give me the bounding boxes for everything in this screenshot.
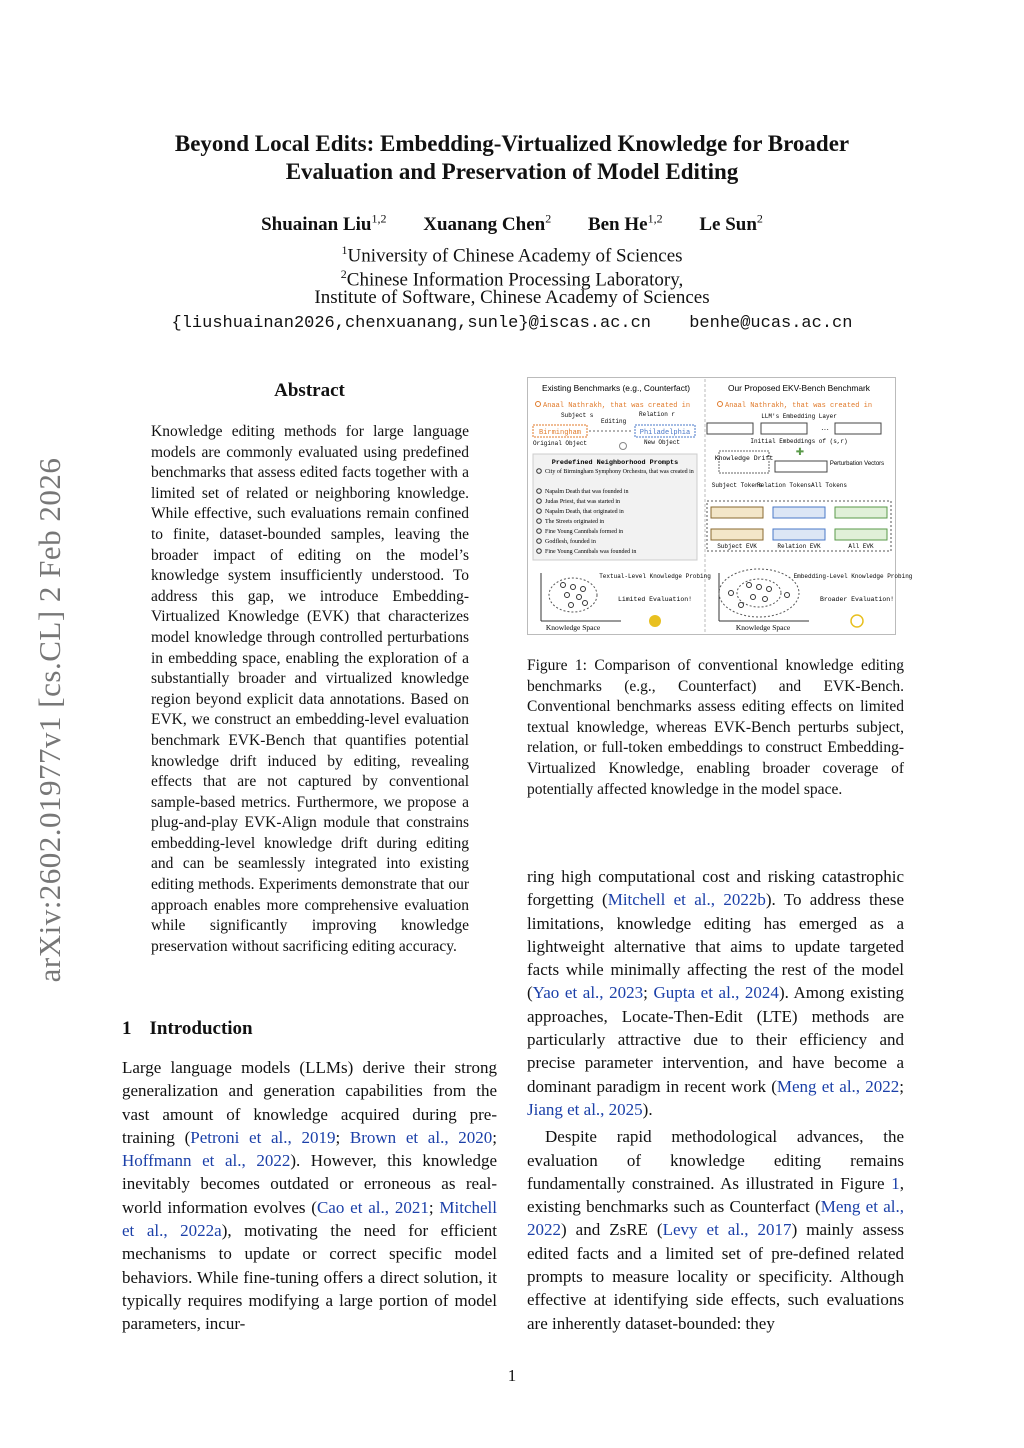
affiliation-2b: Institute of Software, Chinese Academy of Sciences	[314, 287, 710, 308]
figure-1-caption: Figure 1: Comparison of conventional knowledge editing benchmarks (e.g., Counterfact) and EVK-Bench. Conventional benchmarks assess editing effects on limited textual knowledge, whereas EVK-Bench perturbs subject, relation, or full-token embeddings to construct Embedding-Virtualized Knowledge, enabling broader coverage of potentially affected knowledge in the model space.	[527, 657, 904, 798]
neighborhood-prompt: The Streets originated in	[545, 519, 605, 525]
arxiv-identifier[interactable]: arXiv:2602.01977v1 [cs.CL] 2 Feb 2026	[32, 457, 67, 983]
relation-evk-label: Relation EVK	[777, 543, 821, 550]
right-panel-title: Our Proposed EKV-Bench Benchmark	[728, 383, 870, 393]
initial-embeddings-label: Initial Embeddings of (s,r)	[750, 438, 848, 445]
neighborhood-prompt: Godflesh, founded in	[545, 539, 596, 545]
author-2: Xuanang Chen$^2$	[423, 212, 552, 236]
citation-cao[interactable]: Cao et al., 2021	[316, 1197, 429, 1217]
email-iscas[interactable]: {liushuainan2026,chenxuanang,sunle}@iscas.ac.cn	[171, 314, 652, 333]
perturbation-label: Perturbation Vectors	[829, 461, 885, 467]
birmingham-label: Birmingham	[538, 429, 582, 437]
citation-mitchell-b[interactable]: Mitchell et al., 2022b	[607, 890, 766, 910]
philadelphia-label: Philadelphia	[639, 429, 691, 437]
citation-hoffmann[interactable]: Hoffmann et al., 2022	[122, 1151, 291, 1171]
knowledge-drift-label: Knowledge Drift	[714, 455, 774, 462]
citation-brown[interactable]: Brown et al., 2020	[349, 1127, 493, 1147]
author-4: Le Sun$^2$	[699, 212, 763, 236]
neighborhood-prompt: Fine Young Cannibals formed in	[545, 529, 624, 535]
affiliation-1: $^1$University of Chinese Academy of Sciences	[341, 243, 683, 267]
figure-reference[interactable]: 1	[891, 1173, 900, 1193]
left-prompt: Anaal Nathrakh, that was created in	[543, 402, 691, 410]
broader-eval-label: Broader Evaluation!	[819, 596, 895, 603]
neighborhood-prompt: Judas Priest, that was started in	[545, 499, 620, 505]
affiliation-2: $^2$Chinese Information Processing Laboratory,	[340, 267, 684, 291]
intro-paragraph-1-cont: ring high computational cost and risking catastrophic forgetting (Mitchell et al., 2022b). To address these limitations, knowledge editing has emerged as a lightweight alternative that aims to update targeted facts while minimally affecting the rest of the model (Yao et al., 2023; Gupta et al., 2024). Among existing approaches, Locate-Then-Edit (LTE) methods are particularly attractive due to their efficiency and precise parameter intervention, and have become a dominant paradigm in recent work (Meng et al., 2022; Jiang et al., 2025).	[527, 867, 905, 1119]
author-list	[80, 212, 944, 236]
subject-tokens-label: Subject Tokens	[711, 482, 763, 489]
all-tokens-label: All Tokens	[810, 482, 848, 489]
editing-label: Editing	[601, 418, 627, 425]
ellipsis-text: ···	[821, 425, 829, 434]
neighborhood-prompt: Napalm Death, that originated in	[545, 509, 624, 515]
abstract-text: Knowledge editing methods for large language models are commonly evaluated using predefined benchmarks that assess edited facts together with a limited set of related or neighboring knowledge. While effective, such evaluations remain confined to finite, dataset-bounded samples, leaving the broader impact of editing on the model’s knowledge system insufficiently understood. To address this gap, we introduce Embedding-Virtualized Knowledge (EVK) that characterizes model knowledge through controlled perturbations in embedding space, enabling the exploration of a substantially broader and virtualized knowledge region beyond explicit data annotations. Based on EVK, we construct an embedding-level evaluation benchmark EVK-Bench that quantifies potential knowledge drift induced by editing, revealing effects that are not captured by conventional sample-based metrics. Furthermore, we propose a plug-and-play EVK-Align module that constrains embedding-level knowledge drift during editing and can be seamlessly integrated into existing editing methods. Experiments demonstrate that our approach enables more comprehensive evaluation while significantly improving knowledge preservation without sacrificing editing accuracy.	[151, 423, 469, 955]
intro-paragraph-1: Large language models (LLMs) derive their strong generalization and generation capabilities from the vast amount of knowledge acquired during pre-training (Petroni et al., 2019; Brown et al., 2020; Hoffmann et al., 2022). However, this knowledge inevitably becomes outdated or erroneous as real-world information evolves (Cao et al., 2021; Mitchell et al., 2022a), motivating the need for efficient mechanisms to update or correct specific model behaviors. While fine-tuning offers a direct solution, it typically requires modifying a large portion of model parameters, incur-	[122, 1058, 497, 1334]
left-relation-label: Relation r	[639, 411, 676, 418]
original-object-label: Original Object	[533, 440, 588, 447]
citation-mitchell-a[interactable]: Mitchell et al., 2022a	[122, 1197, 497, 1241]
right-prompt: Anaal Nathrakh, that was created in	[725, 402, 873, 410]
relation-tokens-label: Relation Tokens	[756, 482, 812, 489]
left-panel-title: Existing Benchmarks (e.g., Counterfact)	[541, 383, 691, 393]
author-1: Shuainan Liu$^{1,2}$	[261, 212, 387, 236]
section-heading-introduction: 1 Introduction	[122, 1018, 253, 1039]
page-number: 1	[507, 1366, 517, 1385]
citation-meng[interactable]: Meng et al., 2022	[776, 1076, 900, 1096]
author-emails	[80, 312, 944, 336]
email-ucas[interactable]: benhe@ucas.ac.cn	[689, 314, 853, 333]
title-line-2: Evaluation and Preservation of Model Editing	[285, 159, 739, 184]
right-knowledge-space-label: Knowledge Space	[735, 623, 791, 632]
intro-left-column	[122, 1056, 497, 1336]
abstract-heading: Abstract	[274, 380, 345, 401]
intro-paragraph-2: Despite rapid methodological advances, the evaluation of knowledge editing remains fundamentally constrained. As illustrated in Figure 1, existing benchmarks such as Counterfact (Meng et al., 2022) and ZsRE (Levy et al., 2017) mainly assess edited facts and a limited set of pre-defined related prompts to measure locality or specificity. Although effective at identifying side effects, such evaluations are inherently dataset-bounded: they	[527, 1127, 904, 1333]
citation-jiang[interactable]: Jiang et al., 2025	[527, 1099, 643, 1119]
neighborhood-prompt: City of Birmingham Symphony Orchestra, that was created in	[545, 469, 694, 475]
intro-right-column	[527, 865, 904, 1335]
limited-eval-label: Limited Evaluation!	[617, 596, 693, 603]
neighborhood-prompt: Fine Young Cannibals was founded in	[545, 549, 637, 555]
sad-face-icon	[649, 615, 661, 627]
title-line-1: Beyond Local Edits: Embedding-Virtualized Knowledge for Broader	[174, 131, 850, 156]
author-3: Ben He$^{1,2}$	[587, 212, 663, 236]
citation-meng-counterfact[interactable]: Meng et al., 2022	[527, 1197, 904, 1240]
figure-1-diagram	[527, 377, 913, 635]
all-evk-label: All EVK	[848, 543, 874, 550]
perturbation-bar	[775, 461, 827, 472]
llm-embedding-label: LLM's Embedding Layer	[761, 413, 837, 420]
initial-embeddings-bars	[707, 423, 881, 434]
left-knowledge-space-label: Knowledge Space	[545, 623, 601, 632]
plus-icon: ✚	[795, 447, 805, 458]
citation-levy[interactable]: Levy et al., 2017	[662, 1220, 792, 1240]
neighborhood-title: Predefined Neighborhood Prompts	[551, 459, 679, 467]
paper-title	[80, 130, 944, 186]
embedding-probing-label: Embedding-Level Knowledge Probing	[793, 573, 913, 580]
citation-yao[interactable]: Yao et al., 2023	[532, 983, 644, 1003]
subject-evk-label: Subject EVK	[717, 543, 757, 550]
citation-gupta[interactable]: Gupta et al., 2024	[653, 983, 779, 1003]
left-subject-label: Subject s	[561, 412, 594, 419]
neighborhood-prompt: Napalm Death that was founded in	[545, 489, 629, 495]
new-object-label: New Object	[644, 439, 681, 446]
textual-probing-label: Textual-Level Knowledge Probing	[599, 573, 711, 580]
citation-petroni[interactable]: Petroni et al., 2019	[190, 1127, 336, 1147]
